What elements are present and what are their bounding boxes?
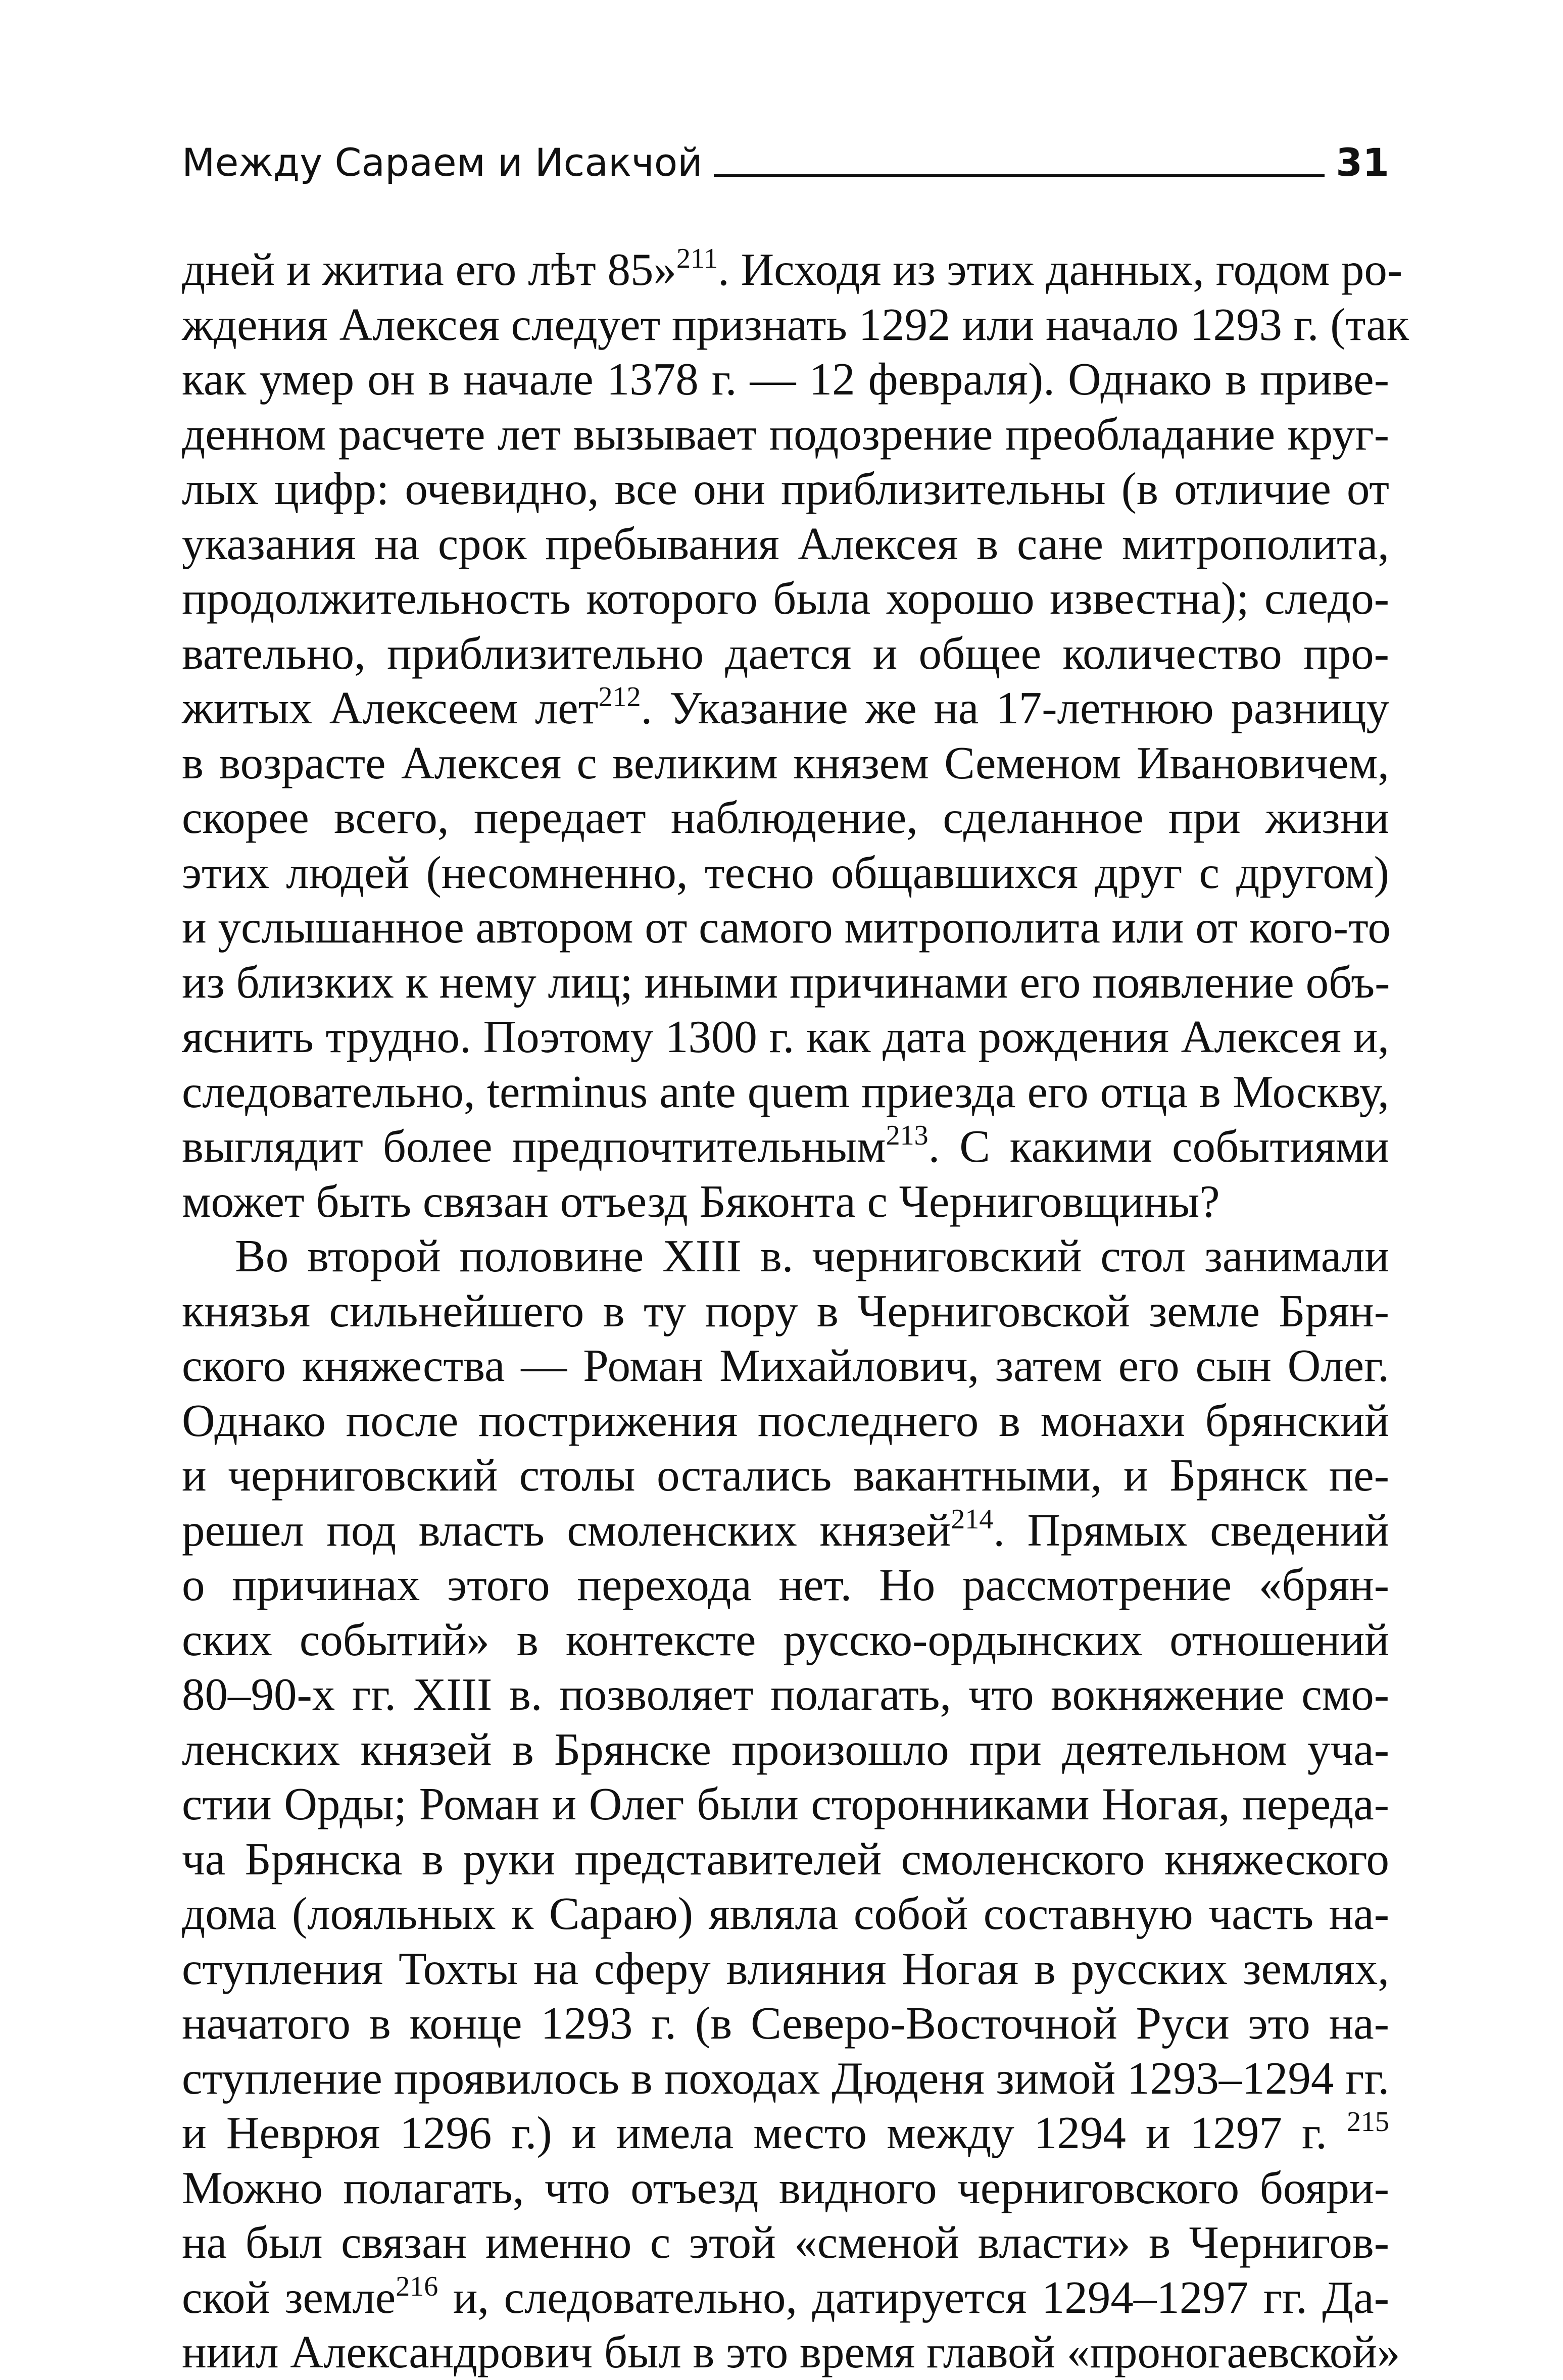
text-segment: выглядит более предпочтительным <box>182 1121 886 1172</box>
text-line <box>182 1942 1389 1997</box>
text-segment: следовательно, terminus ante quem приезда его отца в Москву, <box>182 1066 1389 1117</box>
text-segment: князья сильнейшего в ту пору в Черниговской земле Брян- <box>182 1285 1389 1336</box>
text-segment: из близких к нему лиц; иными причинами его появление объ- <box>182 956 1390 1008</box>
text-line <box>182 1613 1389 1668</box>
text-line <box>182 1174 1389 1229</box>
text-segment: и Неврюя 1296 г.) и имела место между 1294 и 1297 г. <box>182 2107 1347 2158</box>
text-segment: стии Орды; Роман и Олег были сторонниками Ногая, переда- <box>182 1778 1389 1829</box>
text-segment: ниил Александрович был в это время главой «проногаевской» <box>182 2326 1400 2377</box>
text-segment: этих людей (несомненно, тесно общавшихся друг с другом) <box>182 847 1389 898</box>
text-segment: яснить трудно. Поэтому 1300 г. как дата рождения Алексея и, <box>182 1011 1389 1062</box>
footnote-marker[interactable]: 214 <box>951 1503 994 1535</box>
text-line <box>182 1777 1389 1832</box>
book-page <box>182 136 1409 2380</box>
text-segment: . Прямых сведений <box>993 1504 1390 1556</box>
text-line <box>182 1010 1389 1065</box>
text-segment: начатого в конце 1293 г. (в Северо-Восточной Руси это на- <box>182 1998 1389 2049</box>
paragraph <box>182 242 1409 1229</box>
text-segment: ской земле <box>182 2271 396 2323</box>
text-line <box>182 2325 1400 2380</box>
text-line <box>182 736 1389 791</box>
text-segment: лых цифр: очевидно, все они приблизительны (в отличие от <box>182 463 1389 514</box>
text-line <box>182 1722 1389 1777</box>
text-line <box>182 242 1403 298</box>
text-segment: о причинах этого перехода нет. Но рассмотрение «брян- <box>182 1559 1389 1610</box>
text-line <box>182 571 1389 626</box>
footnote-marker[interactable]: 213 <box>886 1120 929 1151</box>
text-segment: и, следовательно, датируется 1294–1297 гг. Да- <box>438 2271 1389 2323</box>
page-number: 31 <box>1336 140 1389 185</box>
text-segment: вательно, приблизительно дается и общее количество про- <box>182 627 1389 679</box>
text-line <box>182 1448 1389 1503</box>
text-segment: решел под власть смоленских князей <box>182 1504 951 1556</box>
text-line <box>182 298 1409 353</box>
text-line <box>182 2270 1389 2325</box>
footnote-marker[interactable]: 212 <box>598 681 641 713</box>
text-line <box>182 1887 1389 1942</box>
text-segment: и услышанное автором от самого митрополита или от кого-то <box>182 902 1391 953</box>
text-line <box>182 1338 1389 1394</box>
text-segment: ждения Алексея следует признать 1292 или начало 1293 г. (так <box>182 299 1409 350</box>
text-line <box>182 955 1389 1010</box>
text-line <box>182 790 1389 846</box>
paragraph <box>182 1229 1400 2380</box>
text-line <box>182 2106 1389 2161</box>
footnote-marker[interactable]: 215 <box>1347 2106 1389 2138</box>
text-segment: житых Алексеем лет <box>182 682 599 733</box>
text-segment: дней и житиа его лѣт 85» <box>182 244 677 295</box>
text-line <box>182 1394 1389 1449</box>
text-line <box>182 1832 1389 1887</box>
text-line <box>182 1503 1389 1558</box>
text-segment: ступление проявилось в походах Дюденя зимой 1293–1294 гг. <box>182 2052 1390 2104</box>
text-line <box>182 2051 1389 2106</box>
text-segment: ча Брянска в руки представителей смоленского княжеского <box>182 1833 1389 1885</box>
text-line <box>182 407 1389 462</box>
text-segment: . С какими событиями <box>928 1121 1389 1172</box>
text-line <box>182 626 1389 681</box>
text-segment: Можно полагать, что отъезд видного черниговского бояри- <box>182 2162 1389 2213</box>
text-line <box>182 1119 1389 1174</box>
running-head-rule <box>714 174 1325 177</box>
text-segment: как умер он в начале 1378 г. — 12 февраля). Однако в приве- <box>182 354 1389 405</box>
text-segment: . Указание же на 17-летнюю разницу <box>641 682 1389 733</box>
text-line <box>182 462 1389 517</box>
text-segment: ских событий» в контексте русско-ордынских отношений <box>182 1614 1389 1665</box>
text-segment: и черниговский столы остались вакантными, и Брянск пе- <box>182 1450 1389 1501</box>
text-line <box>182 517 1389 572</box>
text-line <box>182 900 1389 955</box>
text-line <box>182 846 1389 901</box>
text-segment: Во второй половине XIII в. черниговский стол занимали <box>235 1230 1389 1281</box>
text-line <box>182 352 1389 407</box>
text-line <box>182 1558 1389 1613</box>
text-segment: в возрасте Алексея с великим князем Семеном Ивановичем, <box>182 737 1389 788</box>
text-segment: 80–90-х гг. XIII в. позволяет полагать, что вокняжение смо- <box>182 1669 1389 1720</box>
text-segment: указания на срок пребывания Алексея в сане митрополита, <box>182 518 1389 569</box>
text-line <box>182 1284 1389 1339</box>
body-text <box>182 242 1409 2380</box>
footnote-marker[interactable]: 211 <box>676 243 718 274</box>
text-line <box>182 1667 1389 1722</box>
text-segment: Однако после пострижения последнего в монахи брянский <box>182 1395 1389 1446</box>
text-segment: скорее всего, передает наблюдение, сделанное при жизни <box>182 792 1389 843</box>
text-line <box>182 1229 1389 1284</box>
text-line <box>182 2215 1389 2270</box>
running-head <box>182 136 1389 185</box>
text-line <box>182 1996 1389 2051</box>
text-segment: денном расчете лет вызывает подозрение преобладание круг- <box>182 408 1389 460</box>
text-segment: продолжительность которого была хорошо известна); следо- <box>182 573 1389 624</box>
footnote-marker[interactable]: 216 <box>396 2270 438 2302</box>
text-segment: на был связан именно с этой «сменой власти» в Чернигов- <box>182 2217 1389 2268</box>
text-line <box>182 2161 1389 2216</box>
text-line <box>182 681 1389 736</box>
text-segment: ступления Тохты на сферу влияния Ногая в русских землях, <box>182 1943 1389 1994</box>
running-head-title: Между Сараем и Исакчой <box>182 140 703 185</box>
text-segment: может быть связан отъезд Бяконта с Черниговщины? <box>182 1175 1220 1227</box>
text-segment: . Исходя из этих данных, годом ро- <box>717 244 1403 295</box>
text-segment: ленских князей в Брянске произошло при деятельном уча- <box>182 1723 1389 1775</box>
text-segment: дома (лояльных к Сараю) являла собой составную часть на- <box>182 1888 1389 1939</box>
text-line <box>182 1065 1389 1120</box>
text-segment: ского княжества — Роман Михайлович, затем его сын Олег. <box>182 1340 1389 1391</box>
